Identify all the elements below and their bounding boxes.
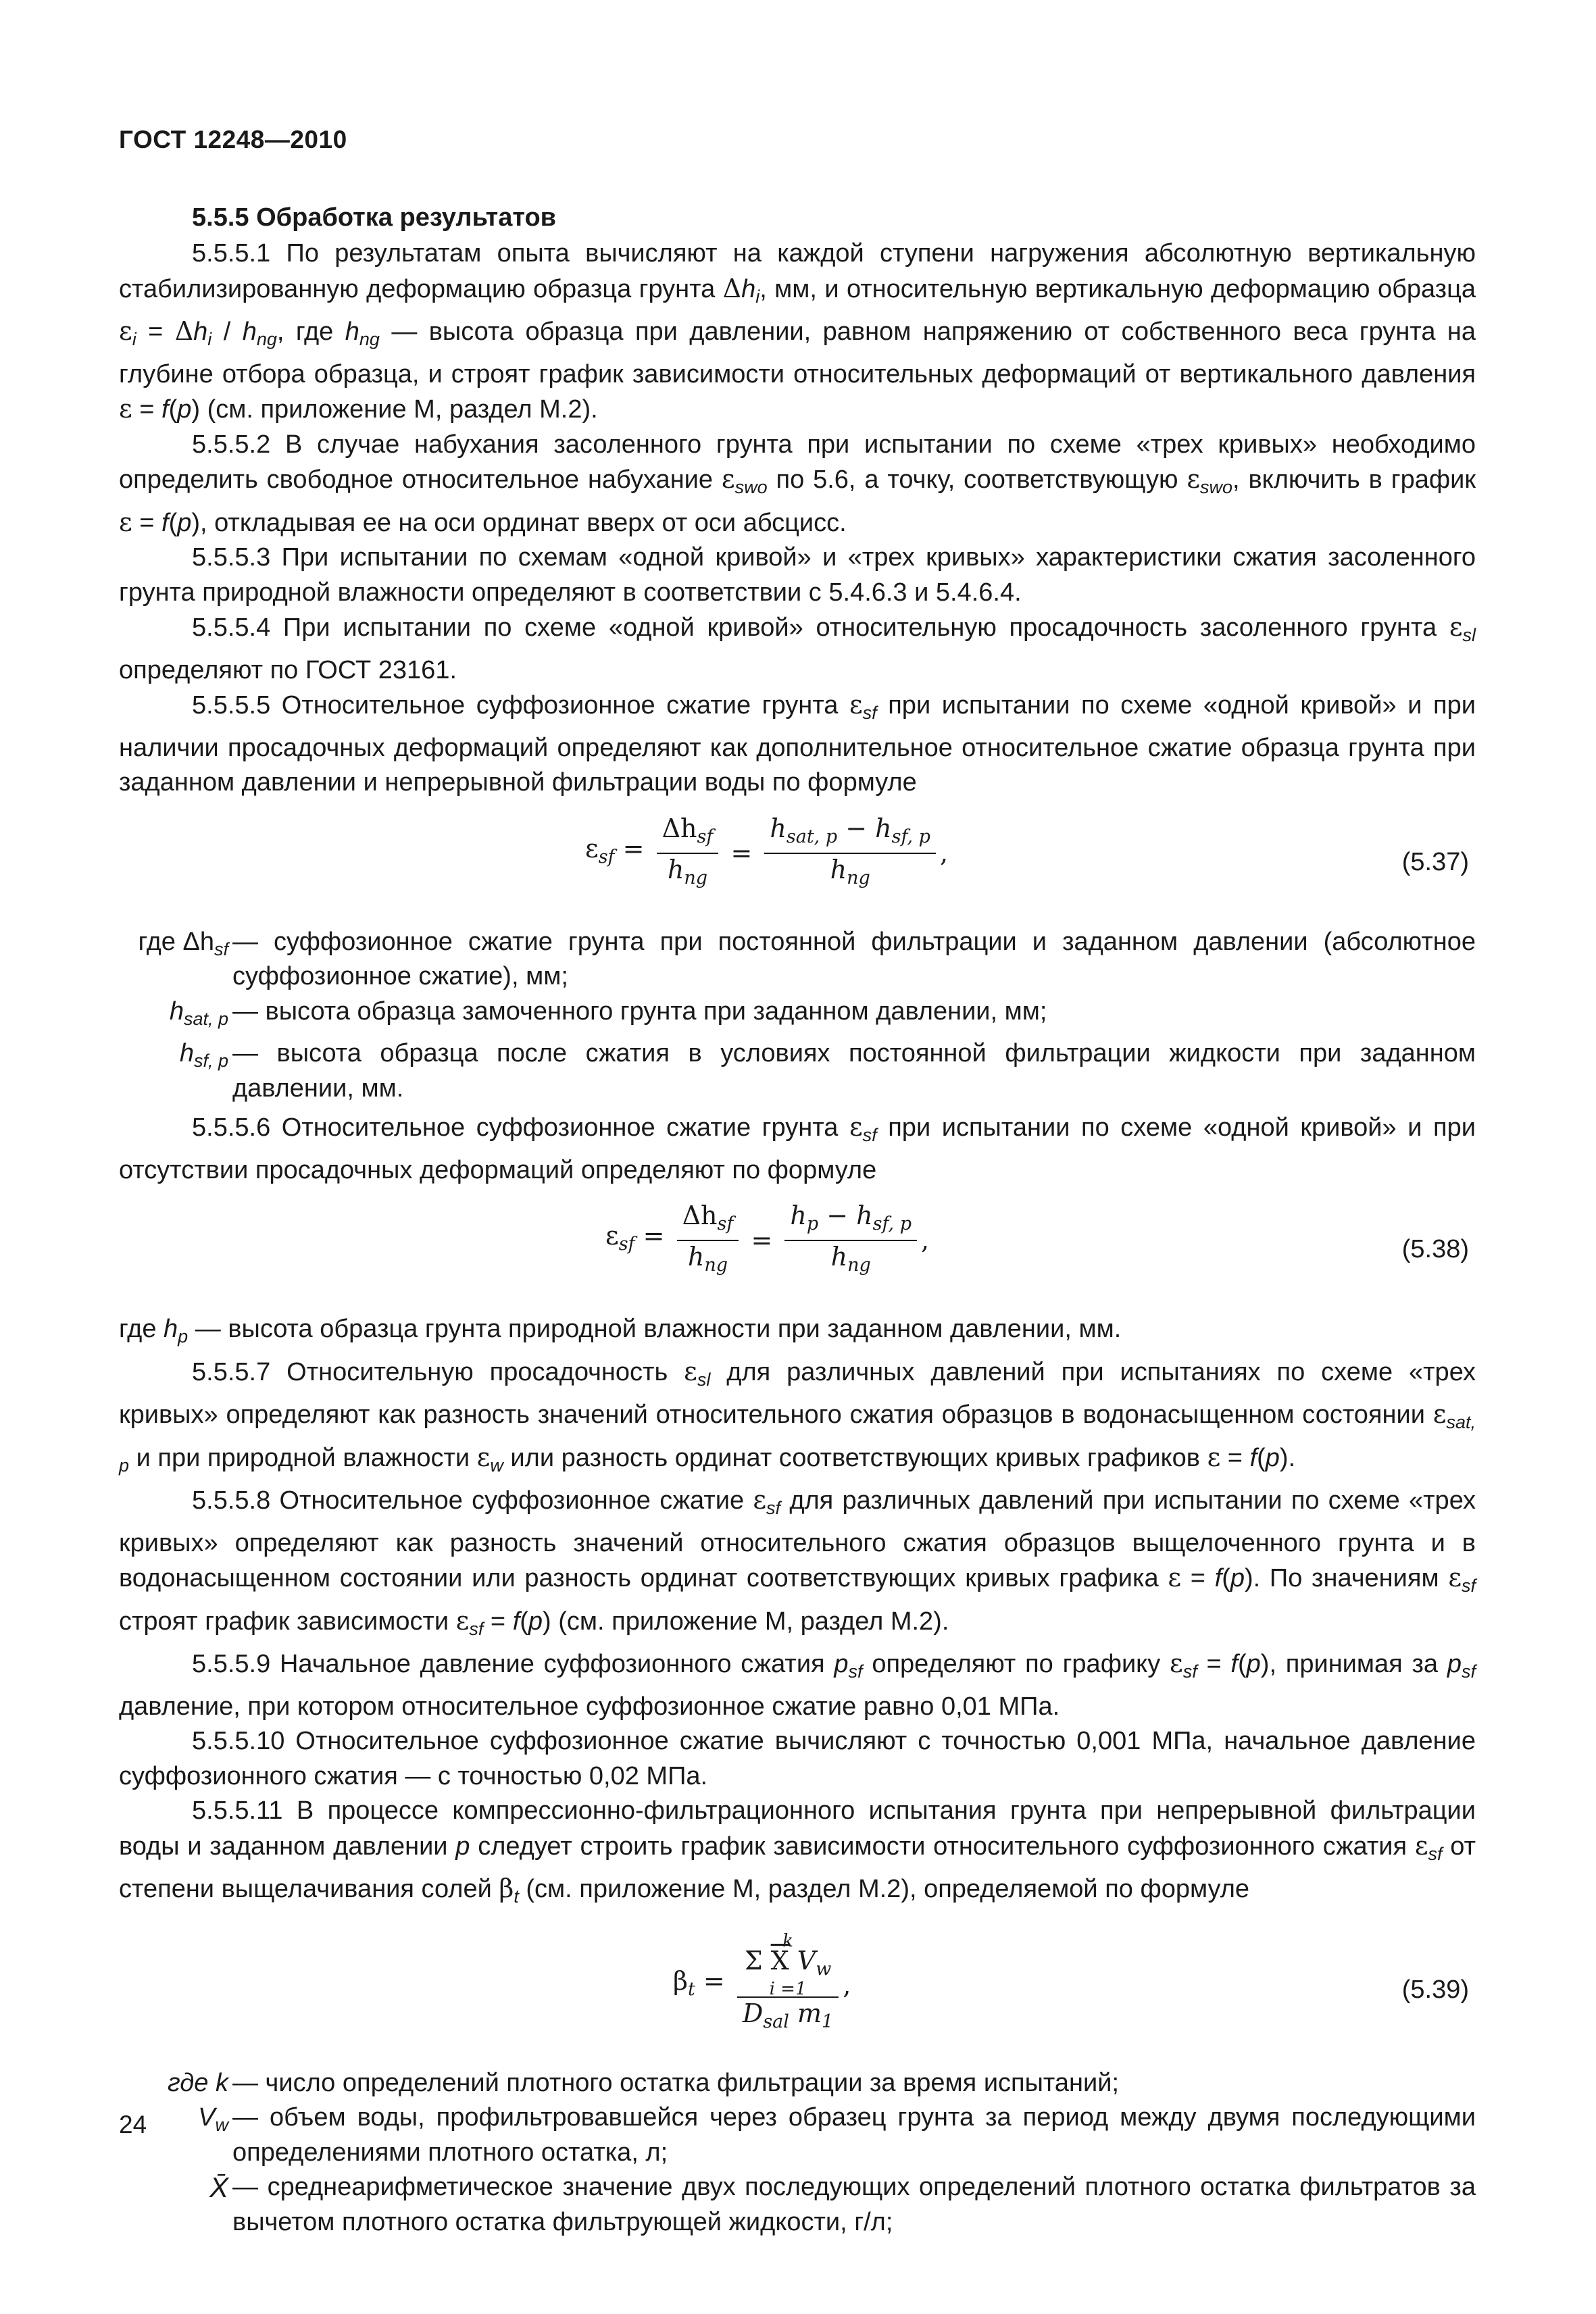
definition-term: $h_{sf, p}$ [179,1039,228,1071]
definition-text: — число определений плотного остатка фильтрации за время испытаний; [232,2068,1120,2097]
paragraph-5-5-5-2: 5.5.5.2 В случае набухания засоленного грунта при испытании по схеме «трех кривых» необходимо определить свободное относительное набухание $\varepsilon_{swo}$ по 5.6, а точку, соответствующую $\varepsilon_{swo}$, включить в график ε = f(p), откладывая ее на оси ординат вверх от оси абсцисс. [119,430,1476,537]
formula-5-37-number: (5.37) [1401,847,1469,876]
formula-5-37-expression: $\varepsilon_{sf}$ = $\frac{\Delta h_{sf}}{h_{ng}}$ = $\frac{h_{sat, p} - h_{sf, p}}{h_{ng}}$ , [585,813,949,888]
definitions-5-39 [119,2066,1476,2240]
paragraph-5-5-5-8: 5.5.5.8 Относительное суффозионное сжатие $\varepsilon_{sf}$ для различных давлений при испытании по схеме «трех кривых» определяют как разность значений относительного сжатия образцов выщелоченного грунта и в водонасыщенном состоянии или разность ординат соответствующих кривых графика ε = f(p). По значениям $\varepsilon_{sf}$ строят график зависимости $\varepsilon_{sf} = f(p)$ (см. приложение М, раздел М.2). [119,1485,1476,1639]
section-title: 5.5.5 Обработка результатов [192,203,557,232]
formula-5-37 [119,813,1476,914]
formula-5-38-expression: $\varepsilon_{sf}$ = $\frac{\Delta h_{sf}}{h_{ng}}$ = $\frac{h_p - h_{sf, p}}{h_{ng}}$ , [605,1201,930,1276]
paragraph-5-5-5-4: 5.5.5.4 При испытании по схеме «одной кривой» относительную просадочность засоленного грунта $\varepsilon_{sl}$ определяют по ГОСТ 23161. [119,612,1476,684]
document-header: ГОСТ 12248—2010 [119,126,347,153]
definition-text: — высота образца после сжатия в условиях постоянной фильтрации жидкости при заданном давлении, мм. [232,1039,1476,1103]
definition-text: — суффозионное сжатие грунта при постоянной фильтрации и заданном давлении (абсолютное суффозионное сжатие), мм; [232,927,1476,990]
formula-5-38 [119,1200,1476,1301]
formula-5-39-expression: $\beta_t$ = k Σ $\overline{X}$ $V_w$ i =1 $D_{sal}$ $m_1$ , [673,1930,851,2032]
paragraph-5-5-5-6: 5.5.5.6 Относительное суффозионное сжатие грунта $\varepsilon_{sf}$ при испытании по схеме «одной кривой» и при отсутствии просадочных деформаций определяют по формуле [119,1112,1476,1184]
definition-term: где k [167,2068,228,2097]
document-body [119,200,1476,2244]
paragraph-5-5-5-3: 5.5.5.3 При испытании по схемам «одной кривой» и «трех кривых» характеристики сжатия засоленного грунта природной влажности определяют в соответствии с 5.4.6.3 и 5.4.6.4. [119,543,1476,607]
definition-term: где $\Delta h_{sf}$ [138,927,228,959]
definition-5-38: где $h_p$ — высота образца грунта природной влажности при заданном давлении, мм. [119,1315,1122,1347]
definition-text: — высота образца замоченного грунта при заданном давлении, мм; [232,997,1047,1026]
paragraph-5-5-5-1: 5.5.5.1 По результатам опыта вычисляют на каждой ступени нагружения абсолютную вертикальную стабилизированную деформацию образца грунта $\Delta h_i$, мм, и относительную вертикальную деформацию образца $\varepsilon_i = \Delta h_i / h_{ng}$, где $h_{ng}$ — высота образца при давлении, равном напряжению от собственного веса грунта на глубине отбора образца, и строят график зависимости относительных деформаций от вертикального давления ε = f(p) (см. приложение М, раздел М.2). [119,239,1476,424]
paragraph-5-5-5-5: 5.5.5.5 Относительное суффозионное сжатие грунта $\varepsilon_{sf}$ при испытании по схеме «одной кривой» и при наличии просадочных деформаций определяют как дополнительное относительное сжатие образца грунта при заданном давлении и непрерывной фильтрации воды по формуле [119,690,1476,797]
page-number: 24 [119,2111,147,2138]
paragraph-5-5-5-10: 5.5.5.10 Относительное суффозионное сжатие вычисляют с точностью 0,001 МПа, начальное давление суффозионного сжатия — с точностью 0,02 МПа. [119,1727,1476,1790]
definition-term: $V_w$ [198,2103,228,2135]
paragraph-5-5-5-11: 5.5.5.11 В процессе компрессионно-фильтрационного испытания грунта при непрерывной фильтрации воды и заданном давлении p следует строить график зависимости относительного суффозионного сжатия $\varepsilon_{sf}$ от степени выщелачивания солей $\beta_t$ (см. приложение М, раздел М.2), определяемой по формуле [119,1796,1476,1907]
formula-5-39-number: (5.39) [1401,1975,1469,2004]
definition-term: $h_{sat, p}$ [169,997,228,1029]
formula-5-38-number: (5.38) [1401,1235,1469,1263]
definition-term: X̄ [209,2171,228,2203]
definitions-5-37 [119,925,1476,1107]
paragraph-5-5-5-7: 5.5.5.7 Относительную просадочность $\varepsilon_{sl}$ для различных давлений при испытаниях по схеме «трех кривых» определяют как разность значений относительного сжатия образцов в водонасыщенном состоянии $\varepsilon_{sat, p}$ и при природной влажности $\varepsilon_w$ или разность ординат соответствующих кривых графиков ε = f(p). [119,1356,1476,1476]
definition-text: — среднеарифметическое значение двух последующих определений плотного остатка фильтратов за вычетом плотного остатка фильтрующей жидкости, г/л; [232,2173,1476,2236]
definition-text: — объем воды, профильтровавшейся через образец грунта за период между двумя последующими определениями плотного остатка, л; [232,2103,1476,2167]
formula-5-39 [119,1927,1476,2055]
paragraph-5-5-5-9: 5.5.5.9 Начальное давление суффозионного сжатия $p_{sf}$ определяют по графику $\varepsilon_{sf} = f(p)$, принимая за $p_{sf}$ давление, при котором относительное суффозионное сжатие равно 0,01 МПа. [119,1649,1476,1721]
